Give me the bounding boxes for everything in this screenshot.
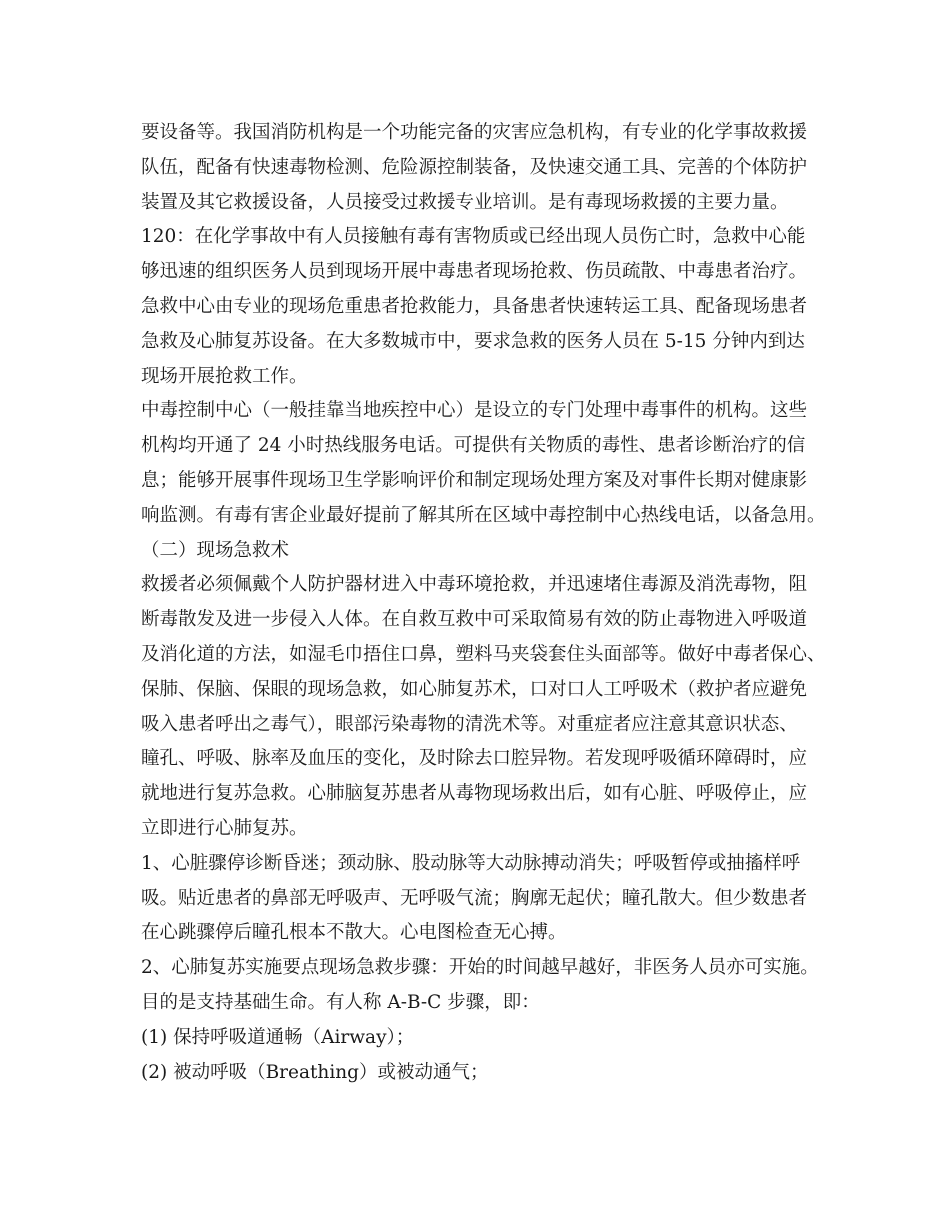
- list-item: 2、心肺复苏实施要点现场急救步骤：开始的时间越早越好，非医务人员亦可实施。: [141, 957, 819, 979]
- text-line: 响监测。有毒有害企业最好提前了解其所在区域中毒控制中心热线电话，以备急用。: [141, 504, 826, 526]
- list-item: (2) 被动呼吸（Breathing）或被动通气；: [141, 1061, 489, 1083]
- text-line: 就地进行复苏急救。心肺脑复苏患者从毒物现场救出后，如有心脏、呼吸停止，应: [141, 783, 808, 805]
- text-line: 机构均开通了 24 小时热线服务电话。可提供有关物质的毒性、患者诊断治疗的信: [141, 435, 806, 457]
- list-item: 1、心脏骤停诊断昏迷；颈动脉、股动脉等大动脉搏动消失；呼吸暂停或抽搐样呼: [141, 852, 801, 874]
- text-line: 息；能够开展事件现场卫生学影响评价和制定现场处理方案及对事件长期对健康影: [141, 469, 808, 491]
- text-line: 在心跳骤停后瞳孔根本不散大。心电图检查无心搏。: [141, 922, 567, 944]
- text-line: 急救及心肺复苏设备。在大多数城市中，要求急救的医务人员在 5-15 分钟内到达: [141, 330, 805, 352]
- text-line: 吸。贴近患者的鼻部无呼吸声、无呼吸气流；胸廓无起伏；瞳孔散大。但少数患者: [141, 887, 808, 909]
- text-line: 吸入患者呼出之毒气），眼部污染毒物的清洗术等。对重症者应注意其意识状态、: [141, 713, 798, 735]
- text-line: 立即进行心肺复苏。: [141, 817, 308, 839]
- text-line: 中毒控制中心（一般挂靠当地疾控中心）是设立的专门处理中毒事件的机构。这些: [141, 400, 808, 422]
- text-line: 急救中心由专业的现场危重患者抢救能力，具备患者快速转运工具、配备现场患者: [141, 295, 808, 317]
- text-line: 够迅速的组织医务人员到现场开展中毒患者现场抢救、伤员疏散、中毒患者治疗。: [141, 261, 808, 283]
- text-line: 装置及其它救援设备，人员接受过救援专业培训。是有毒现场救援的主要力量。: [141, 191, 789, 213]
- text-line: 瞳孔、呼吸、脉率及血压的变化，及时除去口腔异物。若发现呼吸循环障碍时，应: [141, 748, 808, 770]
- list-item: (1) 保持呼吸道通畅（Airway）；: [141, 1026, 415, 1048]
- section-heading: （二）现场急救术: [141, 539, 290, 561]
- document-body: [141, 116, 831, 1090]
- text-line: 断毒散发及进一步侵入人体。在自救互救中可采取简易有效的防止毒物进入呼吸道: [141, 609, 808, 631]
- text-line: 120：在化学事故中有人员接触有毒有害物质或已经出现人员伤亡时，急救中心能: [141, 226, 806, 248]
- text-line: 及消化道的方法，如湿毛巾捂住口鼻，塑料马夹袋套住头面部等。做好中毒者保心、: [141, 643, 826, 665]
- text-line: 保肺、保脑、保眼的现场急救，如心肺复苏术，口对口人工呼吸术（救护者应避免: [141, 678, 808, 700]
- text-line: 现场开展抢救工作。: [141, 365, 308, 387]
- text-line: 救援者必须佩戴个人防护器材进入中毒环境抢救，并迅速堵住毒源及消洗毒物，阻: [141, 574, 808, 596]
- text-line: 队伍，配备有快速毒物检测、危险源控制装备，及快速交通工具、完善的个体防护: [141, 156, 808, 178]
- text-line: 目的是支持基础生命。有人称 A-B-C 步骤，即：: [141, 991, 540, 1013]
- text-line: 要设备等。我国消防机构是一个功能完备的灾害应急机构，有专业的化学事故救援: [141, 122, 808, 143]
